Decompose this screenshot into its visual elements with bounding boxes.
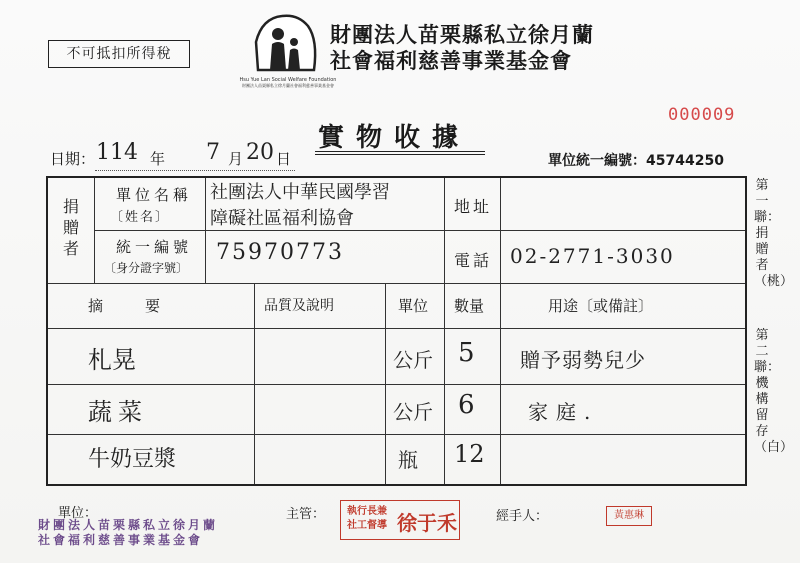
item-2-unit: 公斤 <box>393 400 433 424</box>
date-day: 20 <box>246 140 274 165</box>
col-divider <box>94 178 95 283</box>
row-divider <box>48 434 745 435</box>
col-divider <box>254 283 255 484</box>
logo-caption <box>228 77 348 89</box>
name-sublabel: 〔姓名〕 <box>110 210 171 225</box>
logo-small-print: 財團法人苗栗縣私立徐月蘭社會福利慈善事業基金會 <box>242 83 334 88</box>
item-1-qty: 5 <box>458 338 475 368</box>
date-month: 7 <box>206 140 220 165</box>
col-divider <box>500 178 501 283</box>
row-divider <box>94 230 745 231</box>
seal-title-line1: 執行長兼 <box>347 506 387 517</box>
unit-label: 單位： <box>58 506 98 521</box>
donor-id-value: 75970773 <box>216 240 344 265</box>
item-3-name: 牛奶豆漿 <box>88 447 177 472</box>
donor-name-line2: 障礙社區福利協會 <box>210 208 354 229</box>
supervisor-label: 主管： <box>286 507 326 522</box>
organization-stamp <box>38 518 218 548</box>
col-divider <box>500 283 501 484</box>
serial-number: 000009 <box>668 105 736 125</box>
item-2-name: 蔬菜 <box>88 398 148 426</box>
col-divider <box>444 283 445 484</box>
donor-name-line1: 社團法人中華民國學習 <box>210 182 390 203</box>
organization-title <box>330 22 594 74</box>
seal-title <box>347 505 387 533</box>
col-divider <box>444 178 445 283</box>
row-divider <box>48 384 745 385</box>
handler-seal: 黃惠琳 <box>606 506 652 526</box>
name-label: 單位名稱 <box>116 186 193 204</box>
org-title-line1: 財團法人苗栗縣私立徐月蘭 <box>330 23 594 47</box>
col-divider <box>385 283 386 484</box>
item-2-purpose: 家庭. <box>528 400 599 424</box>
item-1-unit: 公斤 <box>393 348 433 372</box>
donor-group-label: 捐贈者 <box>63 197 80 258</box>
logo-english: Hsu Yue Lan Social Welfare Foundation <box>239 77 337 83</box>
address-label: 地址 <box>454 197 493 216</box>
item-2-qty: 6 <box>458 390 475 420</box>
handler-label: 經手人： <box>496 509 549 524</box>
title-underline-2 <box>315 154 485 155</box>
row-divider <box>48 328 745 329</box>
col-divider <box>205 178 206 283</box>
unified-id: 單位統一編號：45744250 <box>548 153 724 169</box>
date-label: 日期： <box>50 150 96 168</box>
copy-note-2: 第二聯：機構留存（白） <box>754 328 794 455</box>
org-title-line2: 社會福利慈善事業基金會 <box>330 49 572 73</box>
phone-value: 02-2771-3030 <box>510 244 675 268</box>
donation-table <box>46 176 747 486</box>
date-dotted-line <box>95 170 295 171</box>
phone-label: 電話 <box>454 251 493 270</box>
id-label: 統一編號 <box>116 238 193 256</box>
header-qty: 數量 <box>454 297 485 315</box>
item-1-purpose: 贈予弱勢兒少 <box>520 348 646 372</box>
header-unit: 單位 <box>398 297 429 315</box>
seal-title-line2: 社工督導 <box>347 520 387 531</box>
supervisor-seal <box>340 500 460 540</box>
header-quality: 品質及說明 <box>264 298 334 314</box>
header-purpose: 用途〔或備註〕 <box>548 297 654 315</box>
title-underline <box>315 151 485 152</box>
date-month-unit: 月 <box>228 150 244 168</box>
date-year-unit: 年 <box>150 150 166 168</box>
org-stamp-line1: 財團法人苗栗縣私立徐月蘭 <box>38 518 219 532</box>
row-divider <box>48 283 745 284</box>
id-sublabel: 〔身分證字號〕 <box>104 261 189 275</box>
foundation-logo-icon <box>252 12 322 74</box>
item-3-qty: 12 <box>454 440 485 468</box>
date-year: 114 <box>96 140 138 165</box>
item-1-name: 札晃 <box>88 346 136 374</box>
item-3-unit: 瓶 <box>398 448 418 472</box>
tax-note-stamp: 不可抵扣所得稅 <box>48 40 190 68</box>
org-stamp-line2: 社會福利慈善事業基金會 <box>38 533 204 547</box>
header-item: 摘 要 <box>88 297 165 315</box>
seal-name: 徐于禾 <box>397 511 457 535</box>
date-day-unit: 日 <box>276 150 292 168</box>
copy-note-1: 第一聯：捐贈者（桃） <box>754 178 794 289</box>
document-title: 實物收據 <box>318 123 471 153</box>
